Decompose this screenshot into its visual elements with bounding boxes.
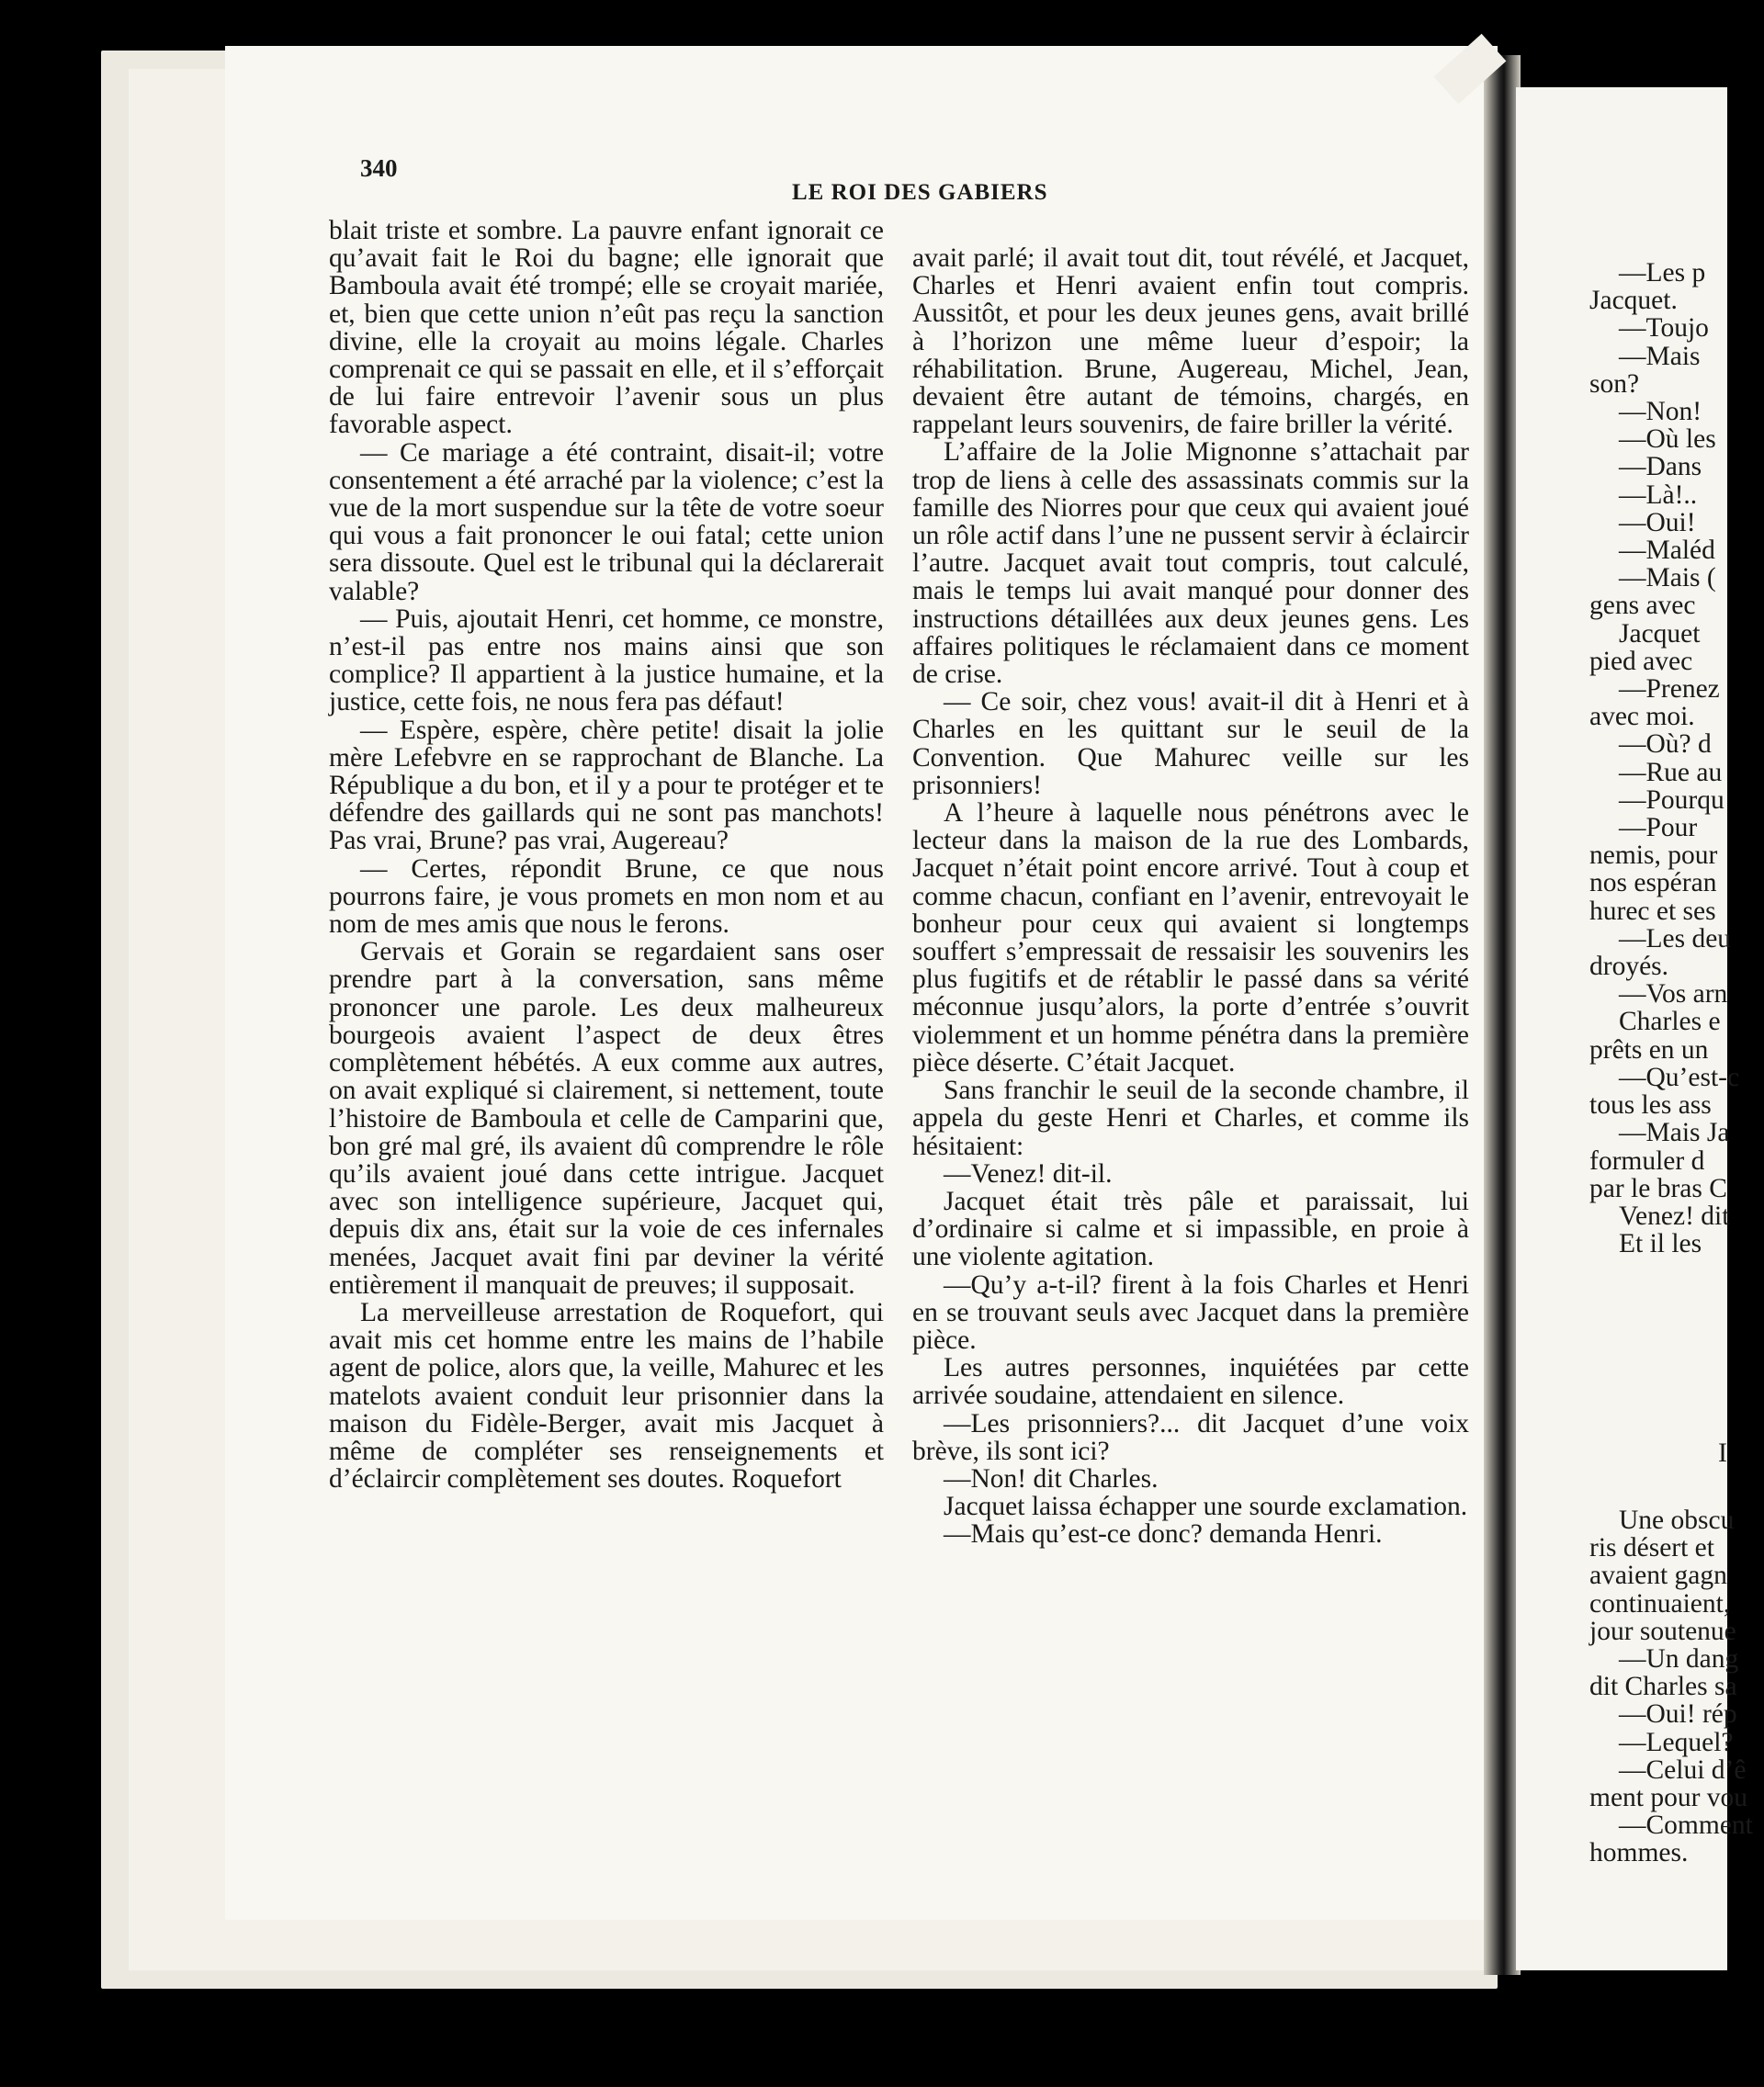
paragraph: —Comment (1619, 1811, 1753, 1841)
paragraph: —Un dang (1619, 1644, 1739, 1675)
paragraph: nos espéran (1589, 868, 1717, 898)
paragraph: avec moi. (1589, 702, 1695, 732)
paragraph: —Mais ( (1619, 563, 1716, 593)
left-text-column (329, 217, 884, 1493)
paragraph: droyés. (1589, 952, 1669, 982)
paragraph: Et il les (1619, 1229, 1702, 1259)
paragraph: —Qu’y a-t-il? firent à la fois Charles et Henri en se trouvant seuls avec Jacquet dans la première pièce. (912, 1269, 1469, 1355)
paragraph: —Où les (1619, 424, 1716, 455)
paragraph: —Non! (1619, 397, 1702, 427)
paragraph: —Maléd (1619, 536, 1715, 566)
paragraph: Venez! dit (1619, 1201, 1730, 1231)
paragraph: — Ce mariage a été contraint, disait-il; votre consentement a été arraché par la violence; c’est la vue de la mort suspendue sur la tête de votre soeur qui vous a fait prononcer le oui fatal; cette union sera dissoute. Quel est le tribunal qui la déclarerait valable? (329, 437, 884, 606)
paragraph: — Certes, répondit Brune, ce que nous pourrons faire, je vous promets en mon nom et au nom de mes amis que nous le ferons. (329, 853, 884, 940)
paragraph: hurec et ses (1589, 896, 1716, 926)
running-title: LE ROI DES GABIERS (792, 180, 1048, 205)
paragraph: Sans franchir le seuil de la seconde chambre, il appela du geste Henri et Charles, et comme ils hésitaient: (912, 1076, 1469, 1161)
paragraph: Jacquet (1619, 618, 1701, 649)
paragraph: —Toujo (1619, 313, 1709, 344)
paragraph: Charles e (1619, 1007, 1721, 1037)
paragraph: —Mais (1619, 341, 1701, 371)
paragraph: —Oui! rép (1619, 1699, 1737, 1730)
paragraph: — Espère, espère, chère petite! disait la jolie mère Lefebvre en se rapprochant de Blanche. La République a du bon, et il y a pour te protéger et te défendre des gaillards qui ne sont pas manchots! Pas vrai, Brune? pas vrai, Augereau? (329, 715, 884, 856)
paragraph: — Puis, ajoutait Henri, cet homme, ce monstre, n’est-il pas entre nos mains ainsi que son complice? Il appartient à la justice humaine, et la justice, cette fois, ne nous fera pas défaut! (329, 604, 884, 717)
paragraph: La merveilleuse arrestation de Roquefort, qui avait mis cet homme entre les mains de l’habile agent de police, alors que, la veille, Mahurec et les matelots avaient conduit leur prisonnier dans la maison du Fidèle-Berger, avait mis Jacquet à même de compléter ses renseignements et d’éclaircir complètement ses doutes. Roquefort (329, 1297, 884, 1495)
paragraph: Jacquet. (1589, 286, 1678, 316)
paragraph: avait parlé; il avait tout dit, tout révélé, et Jacquet, Charles et Henri avaient enfin tout compris. Aussitôt, et pour les deux jeunes gens, avait brillé à l’horizon une même lueur d’espoir; la réhabilitation. Brune, Augereau, Michel, Jean, devaient être autant de témoins, chargés, en rappelant leurs souvenirs, de faire briller la vérité. (912, 243, 1469, 440)
paragraph: gens avec (1589, 591, 1696, 621)
paragraph: L’affaire de la Jolie Mignonne s’attachait par trop de liens à celle des assassinats commis sur la famille des Niorres pour que ceux qui avaient joué un rôle actif dans l’une ne pussent servir à éclaircir l’autre. Jacquet avait tout compris, tout calculé, mais le temps lui avait manqué pour donner des instructions détaillées aux deux jeunes gens. Les affaires politiques le réclamaient dans ce moment de crise. (912, 437, 1469, 690)
paragraph: jour soutenue (1589, 1616, 1736, 1646)
paragraph: ment pour vou (1589, 1783, 1748, 1813)
paragraph: —Qu’est-c (1619, 1062, 1740, 1092)
right-page-text-fragment-top (1589, 259, 1764, 1258)
paragraph: prêts en un (1589, 1034, 1709, 1065)
right-page-text-fragment-bottom (1589, 1506, 1764, 1867)
paragraph: ris désert et (1589, 1533, 1714, 1563)
paragraph: —Lequel? (1619, 1727, 1734, 1757)
paragraph: hommes. (1589, 1838, 1689, 1868)
paragraph: —Pourqu (1619, 784, 1724, 815)
paragraph: —Rue au (1619, 757, 1723, 787)
paragraph: —Les prisonniers?... dit Jacquet d’une voix brève, ils sont ici? (912, 1408, 1469, 1466)
paragraph: —Où? d (1619, 729, 1712, 760)
paragraph: formuler d (1589, 1145, 1705, 1176)
paragraph: nemis, pour (1589, 840, 1718, 871)
paragraph: pied avec (1589, 646, 1693, 676)
paragraph: —Pour (1619, 813, 1698, 843)
paragraph: —Dans (1619, 452, 1702, 482)
paragraph: par le bras C (1589, 1173, 1727, 1203)
paragraph: tous les ass (1589, 1090, 1712, 1121)
book-gutter (1484, 55, 1521, 1975)
paragraph: dit Charles sa (1589, 1672, 1737, 1702)
paragraph: Les autres personnes, inquiétées par cette arrivée soudaine, attendaient en silence. (912, 1353, 1469, 1411)
paragraph: Gervais et Gorain se regardaient sans oser prendre part à la conversation, sans même prononcer une parole. Les deux malheureux bourgeois avaient l’aspect de deux êtres complètement hébétés. A eux comme aux autres, on avait expliqué si clairement, si nettement, toute l’histoire de Bamboula et celle de Camparini que, bon gré mal gré, ils avaient dû comprendre le rôle qu’ils avaient joué dans cette intrigue. Jacquet avec son intelligence supérieure, Jacquet qui, depuis dix ans, était sur la voie de ces infernales menées, Jacquet avait fini par deviner la vérité entièrement il manquait de preuves; il supposait. (329, 937, 884, 1300)
paragraph: —Là!.. (1619, 479, 1698, 510)
paragraph: blait triste et sombre. La pauvre enfant ignorait ce qu’avait fait le Roi du bagne; elle ignorait que Bamboula avait été trompé; elle se croyait mariée, et, bien que cette union n’eût pas reçu la sanction divine, elle la croyait au moins légale. Charles comprenait ce qui se passait en elle, et il s’efforçait de lui faire entrevoir l’avenir sous un plus favorable aspect. (329, 216, 884, 440)
paragraph: —Les deu (1619, 923, 1732, 953)
paragraph: avaient gagn (1589, 1561, 1727, 1591)
middle-text-column (912, 244, 1469, 1549)
paragraph: —Mais Ja (1619, 1118, 1730, 1148)
paragraph: A l’heure à laquelle nous pénétrons avec le lecteur dans la maison de la rue des Lombards, Jacquet n’était point encore arrivé. Tout à coup et comme chacun, confiant en l’avenir, entrevoyait le bonheur pour ceux qui avaient si longtemps souffert s’empressait de ressaisir les souvenirs les plus fugitifs et de rétablir le passé dans sa vérité méconnue jusqu’alors, la porte d’entrée s’ouvrit violemment et un homme pénétra dans la première pièce déserte. C’était Jacquet. (912, 798, 1469, 1077)
paragraph: —Les p (1619, 258, 1706, 288)
paragraph: Une obscu (1619, 1506, 1735, 1535)
paragraph: continuaient, (1589, 1588, 1731, 1619)
paragraph: —Prenez (1619, 674, 1720, 705)
paragraph: —Celui d’ê (1619, 1754, 1747, 1785)
section-mark: I (1718, 1438, 1727, 1468)
paragraph: —Mais qu’est-ce donc? demanda Henri. (944, 1519, 1383, 1550)
paragraph: —Venez! dit-il. (944, 1158, 1113, 1189)
page-number: 340 (360, 154, 398, 182)
paragraph: —Non! dit Charles. (944, 1463, 1159, 1494)
paragraph: —Oui! (1619, 507, 1696, 537)
paragraph: son? (1589, 368, 1640, 399)
paragraph: —Vos arn (1619, 979, 1728, 1010)
paragraph: Jacquet était très pâle et paraissait, lui d’ordinaire si calme et si impassible, en proie à une violente agitation. (912, 1186, 1469, 1272)
paragraph: Jacquet laissa échapper une sourde exclamation. (944, 1492, 1468, 1522)
paragraph: — Ce soir, chez vous! avait-il dit à Henri et à Charles en les quittant sur le seuil de la Convention. Que Mahurec veille sur les prisonniers! (912, 687, 1469, 800)
